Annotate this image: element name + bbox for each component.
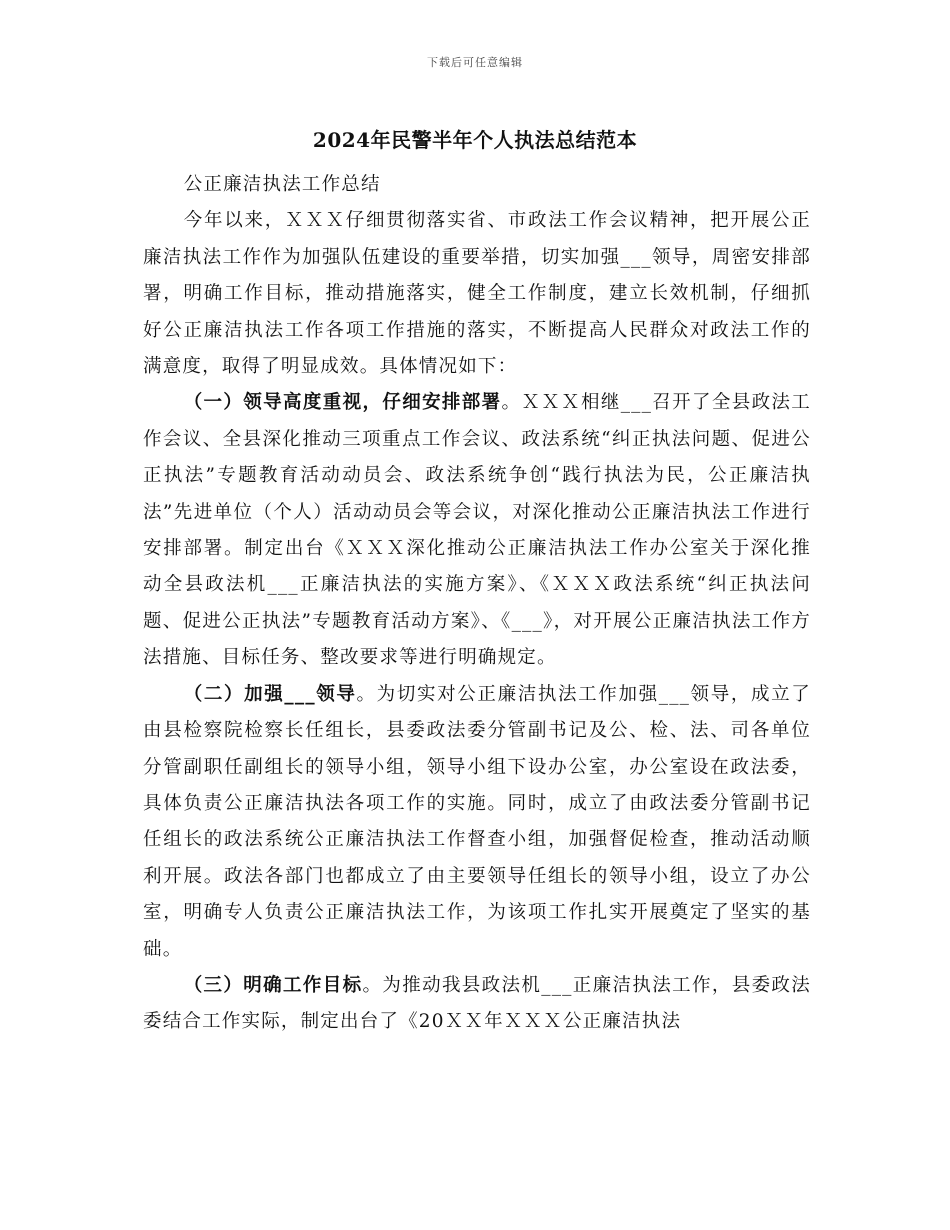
header-note: 下载后可任意编辑 — [427, 56, 523, 69]
section-heading: （一）领导高度重视，仔细安排部署 — [183, 392, 502, 414]
intro-paragraph: 今年以来，ＸＸＸ仔细贯彻落实省、市政法工作会议精神，把开展公正廉洁执法工作作为加强队伍建设的重要举措，切实加强___领导，周密安排部署，明确工作目标，推动措施落实，健全工作制度，建立长效机制，仔细抓好公正廉洁执法工作各项工作措施的落实，不断提高人民群众对政法工作的满意度，取得了明显成效。具体情况如下： — [143, 210, 811, 378]
section-heading: （三）明确工作目标 — [183, 974, 363, 996]
document-title: 2024年民警半年个人执法总结范本 — [312, 128, 638, 152]
document-subtitle: 公正廉洁执法工作总结 — [183, 174, 381, 195]
section-paragraph — [143, 385, 811, 676]
section-text: 。为推动我县政法机___正廉洁执法工作，县委政法委结合工作实际，制定出台了《20ＸＸ年ＸＸＸ公正廉洁执法 — [143, 974, 811, 1033]
document-body — [143, 167, 811, 1041]
section-text: 。ＸＸＸ相继___召开了全县政法工作会议、全县深化推动三项重点工作会议、政法系统“纠正执法问题、促进公正执法”专题教育活动动员会、政法系统争创“践行执法为民，公正廉洁执法”先进单位（个人）活动动员会等会议，对深化推动公正廉洁执法工作进行安排部署。制定出台《ＸＸＸ深化推动公正廉洁执法工作办公室关于深化推动全县政法机___正廉洁执法的实施方案》、《ＸＸＸ政法系统“纠正执法问题、促进公正执法”专题教育活动方案》、《___》，对开展公正廉洁执法工作方法措施、目标任务、整改要求等进行明确规定。 — [143, 392, 811, 669]
section-text: 。为切实对公正廉洁执法工作加强___领导，成立了由县检察院检察长任组长，县委政法委分管副书记及公、检、法、司各单位分管副职任副组长的领导小组，领导小组下设办公室，办公室设在政法委，具体负责公正廉洁执法各项工作的实施。同时，成立了由政法委分管副书记任组长的政法系统公正廉洁执法工作督查小组，加强督促检查，推动活动顺利开展。政法各部门也都成立了由主要领导任组长的领导小组，设立了办公室，明确专人负责公正廉洁执法工作，为该项工作扎实开展奠定了坚实的基础。 — [143, 683, 811, 960]
section-paragraph — [143, 677, 811, 968]
section-heading: （二）加强___领导 — [183, 683, 357, 705]
section-paragraph — [143, 968, 811, 1041]
